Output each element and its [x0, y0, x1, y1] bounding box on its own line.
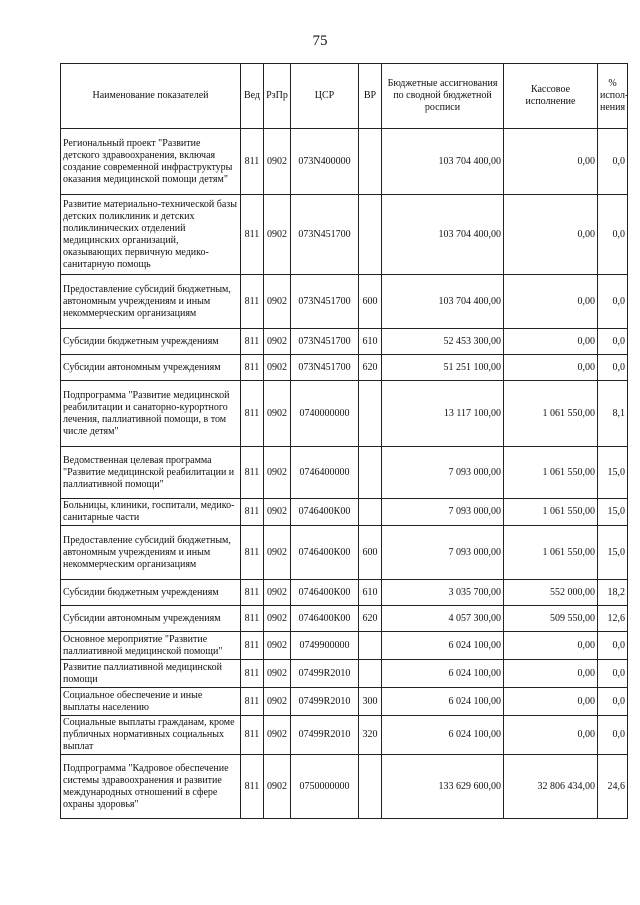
cell-rzpr: 0902 [264, 526, 291, 580]
table-row [61, 606, 628, 632]
table-row [61, 688, 628, 716]
cell-rzpr: 0902 [264, 447, 291, 499]
cell-ved: 811 [241, 275, 264, 329]
cell-ved: 811 [241, 580, 264, 606]
cell-rzpr: 0902 [264, 195, 291, 275]
cell-csr: 073N451700 [291, 195, 359, 275]
cell-rzpr: 0902 [264, 499, 291, 526]
cell-name: Субсидии бюджетным учреждениям [61, 580, 241, 606]
cell-cash: 0,00 [504, 688, 598, 716]
cell-vr: 620 [359, 606, 382, 632]
cell-vr: 610 [359, 580, 382, 606]
cell-name: Развитие паллиативной медицинской помощи [61, 660, 241, 688]
cell-vr [359, 129, 382, 195]
cell-pct: 0,0 [598, 329, 628, 355]
budget-execution-table [60, 63, 628, 819]
cell-name: Социальное обеспечение и иные выплаты населению [61, 688, 241, 716]
cell-cash: 509 550,00 [504, 606, 598, 632]
cell-rzpr: 0902 [264, 688, 291, 716]
cell-name: Региональный проект "Развитие детского здравоохранения, включая создание современной инфраструктуры оказания медицинской помощи детям" [61, 129, 241, 195]
header-rzpr: РзПр [264, 64, 291, 129]
cell-budget: 6 024 100,00 [382, 660, 504, 688]
cell-cash: 0,00 [504, 275, 598, 329]
cell-name: Подпрограмма "Кадровое обеспечение системы здравоохранения и развитие международных отношений в сфере охраны здоровья" [61, 755, 241, 819]
cell-cash: 0,00 [504, 716, 598, 755]
cell-csr: 0746400К00 [291, 499, 359, 526]
cell-rzpr: 0902 [264, 755, 291, 819]
cell-pct: 0,0 [598, 275, 628, 329]
cell-cash: 0,00 [504, 129, 598, 195]
cell-cash: 0,00 [504, 355, 598, 381]
cell-pct: 0,0 [598, 632, 628, 660]
cell-budget: 13 117 100,00 [382, 381, 504, 447]
cell-ved: 811 [241, 632, 264, 660]
cell-cash: 0,00 [504, 195, 598, 275]
cell-csr: 073N400000 [291, 129, 359, 195]
table-row [61, 755, 628, 819]
cell-csr: 0746400К00 [291, 606, 359, 632]
cell-csr: 0746400000 [291, 447, 359, 499]
cell-name: Предоставление субсидий бюджетным, автономным учреждениям и иным некоммерческим организациям [61, 526, 241, 580]
table-row [61, 195, 628, 275]
cell-rzpr: 0902 [264, 381, 291, 447]
cell-vr [359, 381, 382, 447]
cell-budget: 51 251 100,00 [382, 355, 504, 381]
cell-vr [359, 632, 382, 660]
cell-vr [359, 499, 382, 526]
header-cash: Кассовое исполнение [504, 64, 598, 129]
table-row [61, 632, 628, 660]
table-row [61, 580, 628, 606]
cell-ved: 811 [241, 526, 264, 580]
cell-rzpr: 0902 [264, 660, 291, 688]
cell-pct: 12,6 [598, 606, 628, 632]
header-budget: Бюджетные ассигнования по сводной бюджетной росписи [382, 64, 504, 129]
cell-budget: 103 704 400,00 [382, 195, 504, 275]
cell-budget: 103 704 400,00 [382, 275, 504, 329]
cell-pct: 15,0 [598, 447, 628, 499]
cell-csr: 073N451700 [291, 275, 359, 329]
cell-rzpr: 0902 [264, 355, 291, 381]
table-row [61, 526, 628, 580]
table-row [61, 355, 628, 381]
header-pct: % испол-нения [598, 64, 628, 129]
cell-rzpr: 0902 [264, 129, 291, 195]
header-ved: Вед [241, 64, 264, 129]
cell-pct: 15,0 [598, 526, 628, 580]
cell-budget: 6 024 100,00 [382, 632, 504, 660]
cell-budget: 6 024 100,00 [382, 688, 504, 716]
cell-cash: 32 806 434,00 [504, 755, 598, 819]
cell-budget: 52 453 300,00 [382, 329, 504, 355]
table-row [61, 660, 628, 688]
cell-name: Ведомственная целевая программа "Развитие медицинской реабилитации и паллиативной помощи" [61, 447, 241, 499]
header-csr: ЦСР [291, 64, 359, 129]
cell-pct: 0,0 [598, 129, 628, 195]
cell-rzpr: 0902 [264, 716, 291, 755]
cell-cash: 1 061 550,00 [504, 526, 598, 580]
cell-ved: 811 [241, 447, 264, 499]
cell-name: Субсидии автономным учреждениям [61, 606, 241, 632]
table-header-row [61, 64, 628, 129]
cell-name: Социальные выплаты гражданам, кроме публичных нормативных социальных выплат [61, 716, 241, 755]
cell-name: Развитие материально-технической базы детских поликлиник и детских поликлинических отделений медицинских организаций, оказывающих первичную медико-санитарную помощь [61, 195, 241, 275]
cell-pct: 0,0 [598, 688, 628, 716]
cell-pct: 15,0 [598, 499, 628, 526]
table-row [61, 275, 628, 329]
cell-cash: 1 061 550,00 [504, 447, 598, 499]
table-row [61, 447, 628, 499]
cell-vr: 300 [359, 688, 382, 716]
cell-pct: 24,6 [598, 755, 628, 819]
cell-name: Больницы, клиники, госпитали, медико-санитарные части [61, 499, 241, 526]
cell-csr: 07499R2010 [291, 660, 359, 688]
cell-vr [359, 755, 382, 819]
cell-vr: 620 [359, 355, 382, 381]
cell-csr: 0749900000 [291, 632, 359, 660]
cell-name: Предоставление субсидий бюджетным, автономным учреждениям и иным некоммерческим организациям [61, 275, 241, 329]
cell-ved: 811 [241, 688, 264, 716]
cell-cash: 0,00 [504, 329, 598, 355]
cell-cash: 0,00 [504, 632, 598, 660]
cell-csr: 0746400К00 [291, 580, 359, 606]
cell-ved: 811 [241, 499, 264, 526]
table-row [61, 381, 628, 447]
cell-pct: 8,1 [598, 381, 628, 447]
cell-name: Основное мероприятие "Развитие паллиативной медицинской помощи" [61, 632, 241, 660]
cell-cash: 1 061 550,00 [504, 499, 598, 526]
cell-budget: 7 093 000,00 [382, 499, 504, 526]
cell-rzpr: 0902 [264, 275, 291, 329]
cell-budget: 6 024 100,00 [382, 716, 504, 755]
table-row [61, 329, 628, 355]
cell-pct: 0,0 [598, 716, 628, 755]
cell-csr: 07499R2010 [291, 688, 359, 716]
cell-budget: 103 704 400,00 [382, 129, 504, 195]
cell-vr [359, 447, 382, 499]
cell-pct: 0,0 [598, 355, 628, 381]
table-row [61, 499, 628, 526]
cell-vr [359, 660, 382, 688]
cell-ved: 811 [241, 755, 264, 819]
cell-budget: 3 035 700,00 [382, 580, 504, 606]
cell-ved: 811 [241, 660, 264, 688]
cell-rzpr: 0902 [264, 632, 291, 660]
cell-vr: 320 [359, 716, 382, 755]
cell-csr: 073N451700 [291, 355, 359, 381]
cell-vr: 600 [359, 526, 382, 580]
cell-ved: 811 [241, 381, 264, 447]
cell-rzpr: 0902 [264, 580, 291, 606]
cell-rzpr: 0902 [264, 606, 291, 632]
cell-pct: 0,0 [598, 660, 628, 688]
cell-name: Субсидии автономным учреждениям [61, 355, 241, 381]
cell-cash: 552 000,00 [504, 580, 598, 606]
cell-budget: 7 093 000,00 [382, 447, 504, 499]
table-row [61, 716, 628, 755]
cell-name: Подпрограмма "Развитие медицинской реабилитации и санаторно-курортного лечения, паллиативной помощи, в том числе детям" [61, 381, 241, 447]
cell-budget: 133 629 600,00 [382, 755, 504, 819]
cell-csr: 0750000000 [291, 755, 359, 819]
cell-ved: 811 [241, 329, 264, 355]
table-row [61, 129, 628, 195]
cell-csr: 07499R2010 [291, 716, 359, 755]
cell-csr: 073N451700 [291, 329, 359, 355]
cell-cash: 0,00 [504, 660, 598, 688]
cell-vr [359, 195, 382, 275]
cell-budget: 7 093 000,00 [382, 526, 504, 580]
cell-budget: 4 057 300,00 [382, 606, 504, 632]
cell-csr: 0740000000 [291, 381, 359, 447]
cell-ved: 811 [241, 355, 264, 381]
cell-ved: 811 [241, 129, 264, 195]
cell-csr: 0746400К00 [291, 526, 359, 580]
cell-pct: 18,2 [598, 580, 628, 606]
cell-ved: 811 [241, 606, 264, 632]
cell-cash: 1 061 550,00 [504, 381, 598, 447]
cell-ved: 811 [241, 716, 264, 755]
cell-ved: 811 [241, 195, 264, 275]
page-number: 75 [312, 33, 328, 49]
cell-name: Субсидии бюджетным учреждениям [61, 329, 241, 355]
cell-pct: 0,0 [598, 195, 628, 275]
cell-rzpr: 0902 [264, 329, 291, 355]
header-name: Наименование показателей [61, 64, 241, 129]
cell-vr: 610 [359, 329, 382, 355]
cell-vr: 600 [359, 275, 382, 329]
header-vr: ВР [359, 64, 382, 129]
